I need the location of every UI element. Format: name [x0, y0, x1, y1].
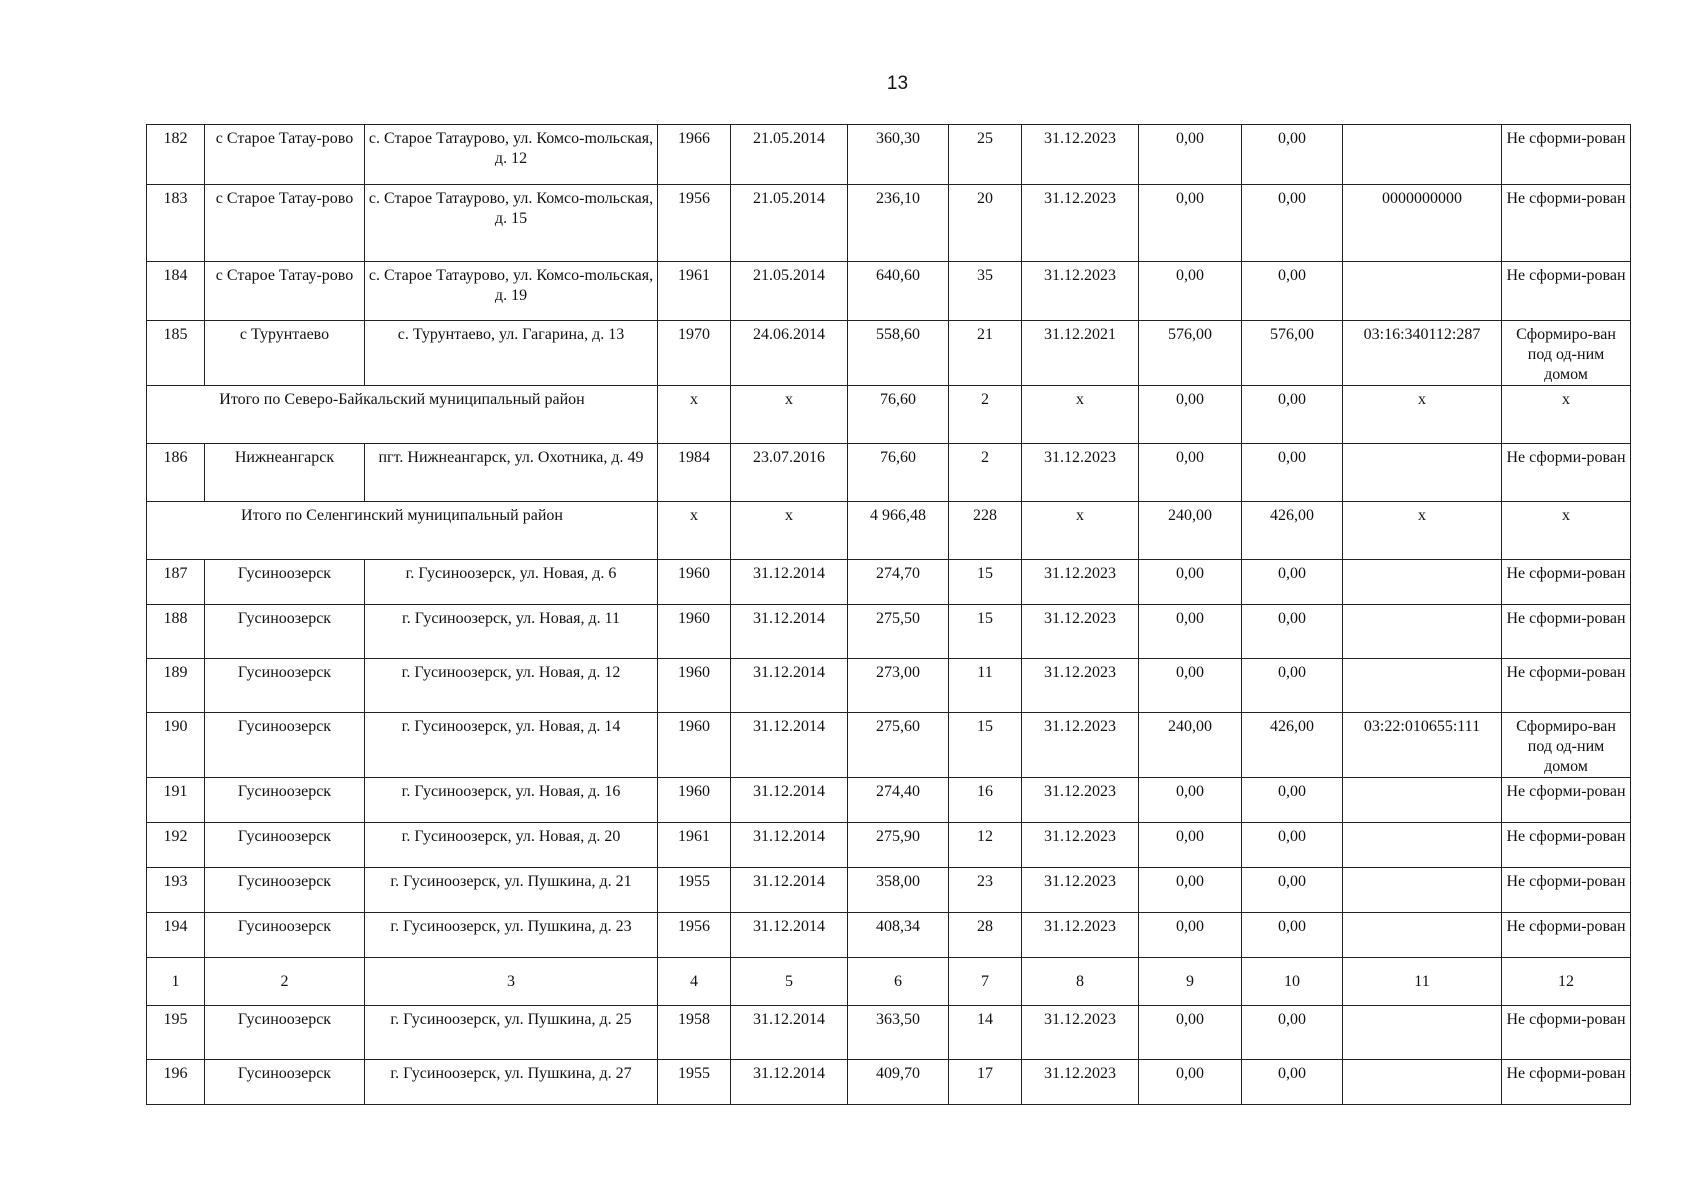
cell-deadline: 31.12.2023 [1022, 560, 1139, 605]
cell-value-b: 0,00 [1242, 125, 1343, 185]
table-row [147, 125, 1631, 185]
cell-deadline: х [1022, 386, 1139, 444]
cell-residents: 15 [949, 560, 1022, 605]
cell-deadline: 31.12.2023 [1022, 605, 1139, 659]
cell-settlement: Нижнеангарск [205, 444, 365, 502]
cell-area: 358,00 [848, 868, 949, 913]
cell-date: 31.12.2014 [731, 913, 848, 958]
column-number-cell: 4 [658, 958, 731, 1006]
cell-year-built: 1960 [658, 605, 731, 659]
cell-residents: 16 [949, 778, 1022, 823]
cell-cadastral-number: 03:22:010655:111 [1343, 713, 1502, 778]
cell-deadline: 31.12.2023 [1022, 778, 1139, 823]
cell-value-a: 0,00 [1139, 185, 1242, 262]
cell-value-a: 0,00 [1139, 778, 1242, 823]
cell-date: 24.06.2014 [731, 321, 848, 386]
cell-row-number: 183 [147, 185, 205, 262]
cell-value-b: 0,00 [1242, 823, 1343, 868]
total-label-cell: Итого по Селенгинский муниципальный район [147, 502, 658, 560]
table-row [147, 913, 1631, 958]
cell-row-number: 186 [147, 444, 205, 502]
cell-year-built: 1960 [658, 560, 731, 605]
cell-year-built: 1984 [658, 444, 731, 502]
cell-land-status: Не сформи-рован [1502, 868, 1631, 913]
cell-value-b: 0,00 [1242, 262, 1343, 321]
cell-row-number: 182 [147, 125, 205, 185]
cell-settlement: с Старое Татау-рово [205, 262, 365, 321]
cell-residents: 25 [949, 125, 1022, 185]
cell-area: 275,60 [848, 713, 949, 778]
cell-year-built: 1956 [658, 185, 731, 262]
cell-value-a: 576,00 [1139, 321, 1242, 386]
cell-value-a: 0,00 [1139, 823, 1242, 868]
cell-year-built: 1961 [658, 823, 731, 868]
cell-settlement: Гусиноозерск [205, 605, 365, 659]
cell-date: 31.12.2014 [731, 659, 848, 713]
cell-settlement: Гусиноозерск [205, 913, 365, 958]
cell-deadline: 31.12.2023 [1022, 1006, 1139, 1060]
column-number-cell: 12 [1502, 958, 1631, 1006]
cell-land-status: Не сформи-рован [1502, 1060, 1631, 1105]
cell-cadastral-number: 0000000000 [1343, 185, 1502, 262]
cell-row-number: 192 [147, 823, 205, 868]
cell-date: 31.12.2014 [731, 560, 848, 605]
cell-land-status: Не сформи-рован [1502, 605, 1631, 659]
cell-value-b: 0,00 [1242, 1006, 1343, 1060]
table-row [147, 262, 1631, 321]
cell-settlement: Гусиноозерск [205, 1006, 365, 1060]
cell-area: 236,10 [848, 185, 949, 262]
cell-row-number: 195 [147, 1006, 205, 1060]
cell-deadline: 31.12.2023 [1022, 659, 1139, 713]
cell-address: с. Старое Татаурово, ул. Комсо-mольская, д. 15 [365, 185, 658, 262]
cell-land-status: Не сформи-рован [1502, 444, 1631, 502]
column-number-cell: 9 [1139, 958, 1242, 1006]
table-row [147, 823, 1631, 868]
cell-row-number: 184 [147, 262, 205, 321]
housing-register-table [146, 124, 1631, 1105]
cell-value-a: 240,00 [1139, 502, 1242, 560]
cell-year-built: х [658, 502, 731, 560]
cell-residents: 15 [949, 605, 1022, 659]
cell-value-b: 0,00 [1242, 778, 1343, 823]
cell-value-b: 0,00 [1242, 560, 1343, 605]
cell-area: 275,90 [848, 823, 949, 868]
cell-date: х [731, 386, 848, 444]
table-row [147, 605, 1631, 659]
cell-date: 31.12.2014 [731, 1006, 848, 1060]
column-number-cell: 8 [1022, 958, 1139, 1006]
cell-row-number: 188 [147, 605, 205, 659]
column-number-cell: 10 [1242, 958, 1343, 1006]
cell-residents: 17 [949, 1060, 1022, 1105]
cell-cadastral-number: х [1343, 502, 1502, 560]
cell-area: 409,70 [848, 1060, 949, 1105]
cell-land-status: Не сформи-рован [1502, 913, 1631, 958]
cell-address: г. Гусиноозерск, ул. Новая, д. 11 [365, 605, 658, 659]
cell-value-b: 426,00 [1242, 502, 1343, 560]
cell-date: 21.05.2014 [731, 262, 848, 321]
cell-area: 4 966,48 [848, 502, 949, 560]
cell-land-status: Не сформи-рован [1502, 560, 1631, 605]
cell-settlement: Гусиноозерск [205, 713, 365, 778]
total-label-cell: Итого по Северо-Байкальский муниципальный район [147, 386, 658, 444]
cell-cadastral-number [1343, 560, 1502, 605]
cell-cadastral-number: х [1343, 386, 1502, 444]
cell-land-status: х [1502, 386, 1631, 444]
cell-area: 360,30 [848, 125, 949, 185]
cell-year-built: 1955 [658, 1060, 731, 1105]
cell-deadline: 31.12.2023 [1022, 444, 1139, 502]
cell-row-number: 196 [147, 1060, 205, 1105]
cell-area: 640,60 [848, 262, 949, 321]
cell-cadastral-number [1343, 868, 1502, 913]
cell-date: х [731, 502, 848, 560]
cell-value-a: 0,00 [1139, 386, 1242, 444]
cell-date: 31.12.2014 [731, 823, 848, 868]
cell-land-status: Не сформи-рован [1502, 778, 1631, 823]
cell-settlement: с Старое Татау-рово [205, 125, 365, 185]
cell-land-status: Не сформи-рован [1502, 1006, 1631, 1060]
cell-date: 31.12.2014 [731, 713, 848, 778]
cell-deadline: 31.12.2023 [1022, 713, 1139, 778]
cell-address: с. Старое Татаурово, ул. Комсо-mольская, д. 12 [365, 125, 658, 185]
cell-cadastral-number [1343, 913, 1502, 958]
cell-value-a: 0,00 [1139, 1006, 1242, 1060]
table-row [147, 444, 1631, 502]
cell-address: г. Гусиноозерск, ул. Новая, д. 20 [365, 823, 658, 868]
cell-value-b: 0,00 [1242, 913, 1343, 958]
cell-area: 274,40 [848, 778, 949, 823]
cell-area: 558,60 [848, 321, 949, 386]
cell-date: 31.12.2014 [731, 868, 848, 913]
cell-cadastral-number [1343, 262, 1502, 321]
cell-residents: 2 [949, 386, 1022, 444]
cell-deadline: 31.12.2023 [1022, 823, 1139, 868]
cell-settlement: Гусиноозерск [205, 823, 365, 868]
cell-value-b: 426,00 [1242, 713, 1343, 778]
cell-row-number: 190 [147, 713, 205, 778]
cell-value-a: 0,00 [1139, 913, 1242, 958]
cell-settlement: с Старое Татау-рово [205, 185, 365, 262]
cell-area: 273,00 [848, 659, 949, 713]
cell-cadastral-number [1343, 125, 1502, 185]
table-row [147, 659, 1631, 713]
total-row [147, 386, 1631, 444]
column-number-cell: 7 [949, 958, 1022, 1006]
cell-value-b: 0,00 [1242, 659, 1343, 713]
cell-settlement: с Турунтаево [205, 321, 365, 386]
cell-residents: 14 [949, 1006, 1022, 1060]
table-row [147, 560, 1631, 605]
cell-value-b: 576,00 [1242, 321, 1343, 386]
cell-year-built: 1966 [658, 125, 731, 185]
cell-date: 31.12.2014 [731, 605, 848, 659]
cell-deadline: 31.12.2023 [1022, 125, 1139, 185]
column-number-cell: 2 [205, 958, 365, 1006]
cell-deadline: 31.12.2023 [1022, 1060, 1139, 1105]
cell-deadline: 31.12.2023 [1022, 185, 1139, 262]
column-number-cell: 6 [848, 958, 949, 1006]
cell-residents: 11 [949, 659, 1022, 713]
cell-year-built: 1961 [658, 262, 731, 321]
cell-cadastral-number: 03:16:340112:287 [1343, 321, 1502, 386]
cell-row-number: 193 [147, 868, 205, 913]
column-number-cell: 1 [147, 958, 205, 1006]
cell-row-number: 189 [147, 659, 205, 713]
cell-address: г. Гусиноозерск, ул. Пушкина, д. 27 [365, 1060, 658, 1105]
cell-area: 76,60 [848, 386, 949, 444]
cell-residents: 23 [949, 868, 1022, 913]
cell-value-b: 0,00 [1242, 185, 1343, 262]
page-number: 13 [886, 73, 909, 94]
cell-date: 21.05.2014 [731, 125, 848, 185]
cell-land-status: Не сформи-рован [1502, 262, 1631, 321]
cell-date: 31.12.2014 [731, 778, 848, 823]
cell-value-a: 0,00 [1139, 659, 1242, 713]
cell-year-built: 1960 [658, 713, 731, 778]
cell-residents: 20 [949, 185, 1022, 262]
cell-row-number: 194 [147, 913, 205, 958]
cell-land-status: Не сформи-рован [1502, 823, 1631, 868]
cell-value-a: 0,00 [1139, 125, 1242, 185]
cell-residents: 228 [949, 502, 1022, 560]
cell-cadastral-number [1343, 823, 1502, 868]
cell-value-a: 0,00 [1139, 444, 1242, 502]
cell-address: с. Старое Татаурово, ул. Комсо-mольская, д. 19 [365, 262, 658, 321]
cell-cadastral-number [1343, 1060, 1502, 1105]
cell-row-number: 187 [147, 560, 205, 605]
cell-year-built: 1958 [658, 1006, 731, 1060]
cell-address: пгт. Нижнеангарск, ул. Охотника, д. 49 [365, 444, 658, 502]
cell-settlement: Гусиноозерск [205, 1060, 365, 1105]
cell-year-built: 1960 [658, 778, 731, 823]
cell-year-built: 1960 [658, 659, 731, 713]
cell-address: г. Гусиноозерск, ул. Пушкина, д. 23 [365, 913, 658, 958]
cell-value-b: 0,00 [1242, 1060, 1343, 1105]
cell-area: 275,50 [848, 605, 949, 659]
cell-year-built: 1956 [658, 913, 731, 958]
table-row [147, 1060, 1631, 1105]
cell-deadline: 31.12.2023 [1022, 913, 1139, 958]
cell-area: 274,70 [848, 560, 949, 605]
cell-value-a: 0,00 [1139, 868, 1242, 913]
cell-land-status: Не сформи-рован [1502, 185, 1631, 262]
cell-address: г. Гусиноозерск, ул. Новая, д. 16 [365, 778, 658, 823]
cell-cadastral-number [1343, 778, 1502, 823]
column-number-cell: 5 [731, 958, 848, 1006]
cell-land-status: Не сформи-рован [1502, 659, 1631, 713]
cell-address: г. Гусиноозерск, ул. Новая, д. 6 [365, 560, 658, 605]
cell-address: с. Турунтаево, ул. Гагарина, д. 13 [365, 321, 658, 386]
cell-residents: 35 [949, 262, 1022, 321]
cell-value-a: 0,00 [1139, 1060, 1242, 1105]
cell-value-b: 0,00 [1242, 386, 1343, 444]
cell-address: г. Гусиноозерск, ул. Новая, д. 12 [365, 659, 658, 713]
cell-cadastral-number [1343, 1006, 1502, 1060]
cell-address: г. Гусиноозерск, ул. Пушкина, д. 21 [365, 868, 658, 913]
table-row [147, 321, 1631, 386]
cell-row-number: 191 [147, 778, 205, 823]
cell-land-status: х [1502, 502, 1631, 560]
column-number-row [147, 958, 1631, 1006]
cell-year-built: х [658, 386, 731, 444]
cell-cadastral-number [1343, 444, 1502, 502]
cell-land-status: Сформиро-ван под од-ним домом [1502, 713, 1631, 778]
cell-row-number: 185 [147, 321, 205, 386]
cell-land-status: Не сформи-рован [1502, 125, 1631, 185]
total-row [147, 502, 1631, 560]
cell-value-a: 0,00 [1139, 262, 1242, 321]
cell-year-built: 1955 [658, 868, 731, 913]
cell-cadastral-number [1343, 605, 1502, 659]
cell-date: 21.05.2014 [731, 185, 848, 262]
cell-value-a: 240,00 [1139, 713, 1242, 778]
cell-residents: 12 [949, 823, 1022, 868]
cell-land-status: Сформиро-ван под од-ним домом [1502, 321, 1631, 386]
cell-residents: 21 [949, 321, 1022, 386]
cell-value-a: 0,00 [1139, 560, 1242, 605]
cell-value-b: 0,00 [1242, 868, 1343, 913]
cell-address: г. Гусиноозерск, ул. Пушкина, д. 25 [365, 1006, 658, 1060]
cell-date: 23.07.2016 [731, 444, 848, 502]
cell-residents: 28 [949, 913, 1022, 958]
table-row [147, 868, 1631, 913]
column-number-cell: 3 [365, 958, 658, 1006]
cell-residents: 15 [949, 713, 1022, 778]
table-row [147, 713, 1631, 778]
cell-settlement: Гусиноозерск [205, 659, 365, 713]
cell-deadline: 31.12.2023 [1022, 262, 1139, 321]
cell-year-built: 1970 [658, 321, 731, 386]
table-row [147, 1006, 1631, 1060]
cell-cadastral-number [1343, 659, 1502, 713]
table-body [147, 125, 1631, 1105]
cell-area: 408,34 [848, 913, 949, 958]
cell-area: 76,60 [848, 444, 949, 502]
cell-settlement: Гусиноозерск [205, 778, 365, 823]
cell-deadline: 31.12.2023 [1022, 868, 1139, 913]
cell-value-b: 0,00 [1242, 605, 1343, 659]
cell-value-a: 0,00 [1139, 605, 1242, 659]
cell-settlement: Гусиноозерск [205, 868, 365, 913]
cell-residents: 2 [949, 444, 1022, 502]
table-row [147, 778, 1631, 823]
cell-value-b: 0,00 [1242, 444, 1343, 502]
cell-area: 363,50 [848, 1006, 949, 1060]
column-number-cell: 11 [1343, 958, 1502, 1006]
cell-settlement: Гусиноозерск [205, 560, 365, 605]
cell-deadline: х [1022, 502, 1139, 560]
table-row [147, 185, 1631, 262]
cell-address: г. Гусиноозерск, ул. Новая, д. 14 [365, 713, 658, 778]
cell-date: 31.12.2014 [731, 1060, 848, 1105]
cell-deadline: 31.12.2021 [1022, 321, 1139, 386]
